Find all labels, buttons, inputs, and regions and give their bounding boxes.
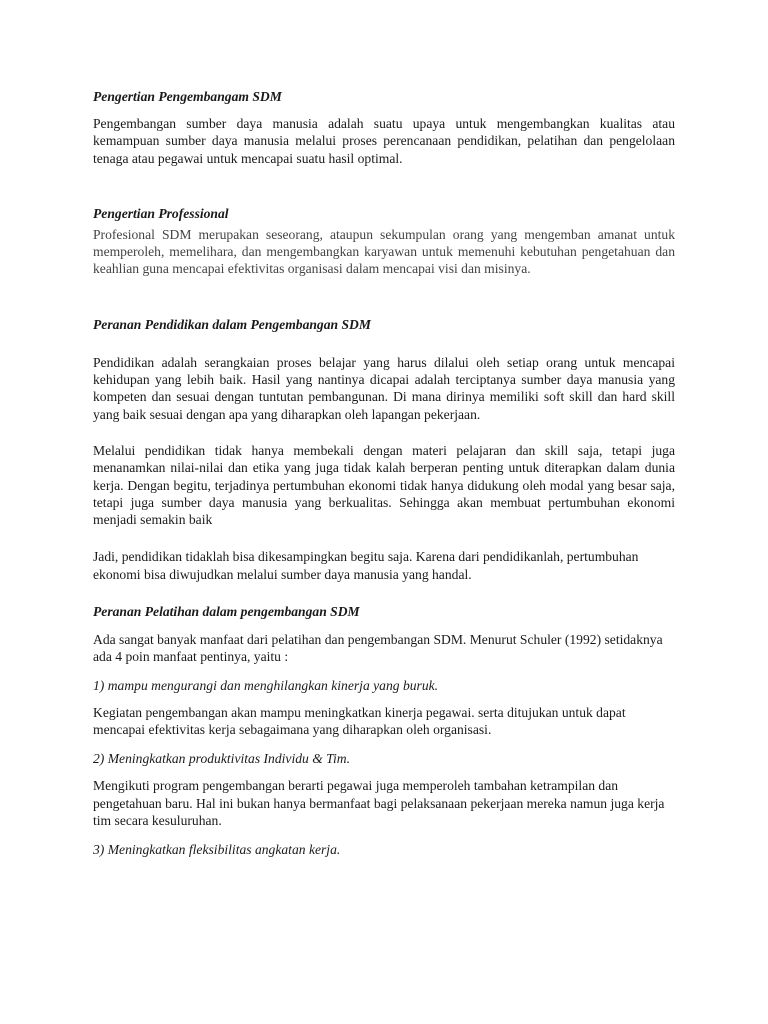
section-heading-pengembangan-sdm: Pengertian Pengembangam SDM [93,89,282,104]
benefit-item-title-1: 1) mampu mengurangi dan menghilangkan kinerja yang buruk. [93,677,439,693]
section-heading-peranan-pelatihan: Peranan Pelatihan dalam pengembangan SDM [93,604,360,620]
paragraph-professional: Profesional SDM merupakan seseorang, ataupun sekumpulan orang yang mengemban amanat untuk memperoleh, memelihara, dan mengembangkan karyawan untuk memenuhi kebutuhan pengetahuan dan keahlian guna mencapai efektivitas organisasi dalam mencapai visi dan misinya. [93,226,675,277]
paragraph-pendidikan-3: Jadi, pendidikan tidaklah bisa dikesampingkan begitu saja. Karena dari pendidikanlah, pertumbuhan ekonomi bisa diwujudkan melalui sumber daya manusia yang handal. [93,549,639,582]
document-body [93,88,675,859]
benefit-item-text-2: Mengikuti program pengembangan berarti pegawai juga memperoleh tambahan ketrampilan dan pengetahuan baru. Hal ini bukan hanya bermanfaat bagi pelaksanaan pekerjaan mereka namun juga kerja tim secara kesuluruhan. [93,778,665,828]
paragraph-pelatihan-intro: Ada sangat banyak manfaat dari pelatihan dan pengembangan SDM. Menurut Schuler (1992) setidaknya ada 4 poin manfaat pentinya, yaitu : [93,632,663,665]
benefit-item-title-2: 2) Meningkatkan produktivitas Individu & Tim. [93,751,350,767]
benefit-item-text-1: Kegiatan pengembangan akan mampu meningkatkan kinerja pegawai. serta ditujukan untuk dapat mencapai efektivitas kerja sebagaimana yang diharapkan oleh organisasi. [93,704,626,737]
section-heading-professional: Pengertian Professional [93,205,229,221]
paragraph-pendidikan-2: Melalui pendidikan tidak hanya membekali dengan materi pelajaran dan skill saja, tetapi juga menanamkan nilai-nilai dan etika yang juga tidak kalah berperan penting untuk diterapkan dalam dunia kerja. Dengan begitu, terjadinya pertumbuhan ekonomi tidak hanya didukung oleh modal yang besar saja, tetapi juga sumber daya manusia yang berkualitas. Sehingga akan membuat pertumbuhan ekonomi menjadi semakin baik [93,442,675,528]
benefit-item-title-3: 3) Meningkatkan fleksibilitas angkatan kerja. [93,842,341,858]
paragraph-pendidikan-1: Pendidikan adalah serangkaian proses belajar yang harus dilalui oleh setiap orang untuk mencapai kehidupan yang lebih baik. Hasil yang nantinya dicapai adalah terciptanya sumber daya manusia yang kompeten dan sesuai dengan tuntutan pembangunan. Di mana dirinya memiliki soft skill dan hard skill yang baik sesuai dengan apa yang diharapkan oleh lapangan pekerjaan. [93,354,675,422]
section-heading-peranan-pendidikan: Peranan Pendidikan dalam Pengembangan SDM [93,316,371,332]
paragraph-pengembangan-sdm: Pengembangan sumber daya manusia adalah suatu upaya untuk mengembangkan kualitas atau kemampuan sumber daya manusia melalui proses perencanaan pendidikan, pelatihan dan pengelolaan tenaga atau pegawai untuk mencapai suatu hasil optimal. [93,116,675,166]
